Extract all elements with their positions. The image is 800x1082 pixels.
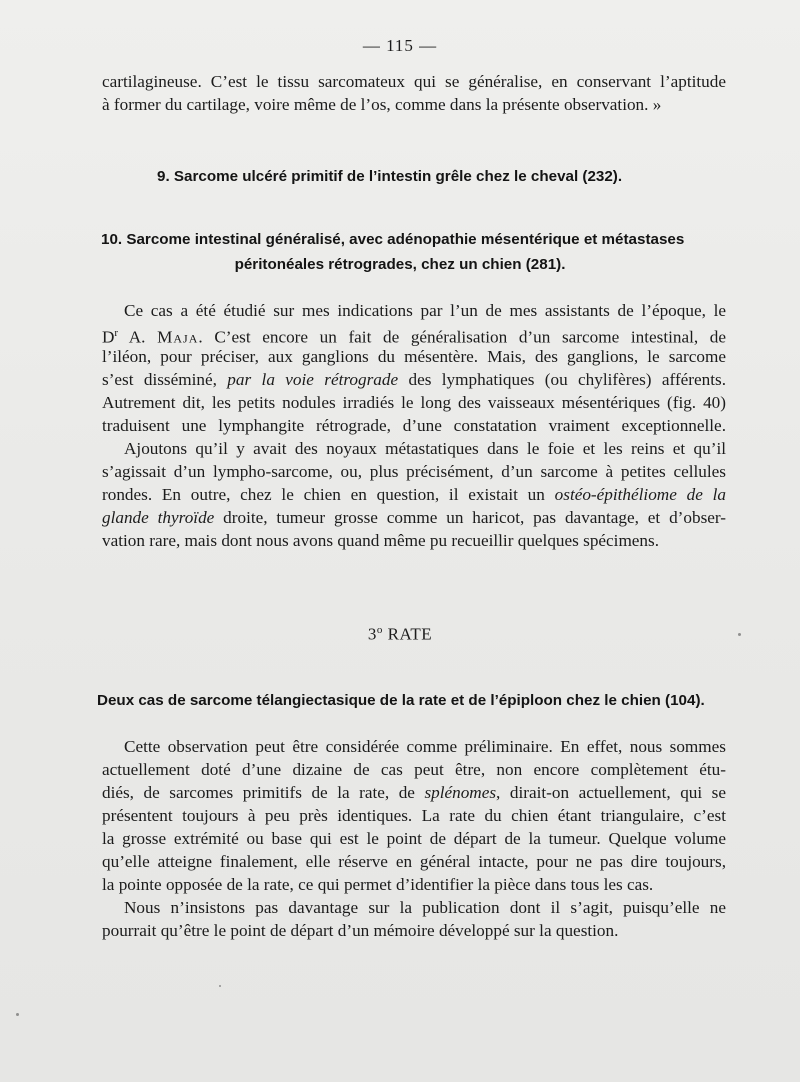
section-title: [0, 624, 800, 645]
text-line: [102, 368, 726, 391]
text-line: la pointe opposée de la rate, ce qui permet d’identifier la pièce dans tous les cas.: [102, 875, 654, 894]
heading-rate-cases: Deux cas de sarcome télangiectasique de la rate et de l’épiploon chez le chien (104).: [97, 692, 705, 709]
text-line: la grosse extrémité ou base qui est le point de départ de la tumeur. Quelque volume: [102, 829, 726, 848]
text-run: r: [114, 327, 119, 339]
text-line: à former du cartilage, voire même de l’os, comme dans la présente observation. »: [102, 95, 662, 114]
heading-case-10-line-2: péritonéales rétrogrades, chez un chien (281).: [234, 256, 566, 273]
text-line: qu’elle atteigne finalement, elle réserve en général intacte, pour ne pas dire toujours,: [102, 852, 726, 871]
text-line: pourrait qu’être le point de départ d’un mémoire développé sur la question.: [102, 921, 619, 940]
italic-run: ostéo-épithéliome de la: [554, 485, 726, 504]
text-line: Nous n’insistons pas davantage sur la publication dont il s’agit, puisqu’elle ne: [124, 898, 726, 917]
heading-case-9: 9. Sarcome ulcéré primitif de l’intestin grêle chez le cheval (232).: [157, 168, 623, 185]
paragraph: [102, 299, 726, 437]
heading-case-10-line-1: 10. Sarcome intestinal généralisé, avec adénopathie mésentérique et métastases: [101, 231, 685, 248]
text-line: actuellement doté d’une dizaine de cas peut être, non encore complètement étu-: [102, 760, 726, 779]
text-line: l’iléon, pour préciser, aux ganglions du mésentère. Mais, des ganglions, le sarcome: [102, 347, 726, 366]
text-line: [102, 781, 726, 804]
scan-speck: [738, 633, 741, 636]
text-line: Cette observation peut être considérée comme préliminaire. En effet, nous sommes: [124, 737, 726, 756]
text-line: traduisent une lymphangite rétrograde, d’une constatation vraiment exceptionnelle.: [102, 416, 726, 435]
scan-speck: [219, 985, 221, 987]
paragraph: [102, 735, 726, 896]
text-run: A.: [118, 327, 158, 347]
paragraph: [102, 896, 726, 942]
text-line: [102, 483, 726, 506]
text-run: diés, de sarcomes primitifs de la rate, de: [102, 783, 425, 802]
italic-run: par la voie rétrograde: [227, 370, 399, 389]
case-10-body: [102, 299, 726, 552]
text-line: s’agissait d’un lympho-sarcome, ou, plus précisément, d’un sarcome à petites cellules: [102, 462, 726, 481]
text-line: [102, 322, 726, 345]
paragraph: [102, 437, 726, 552]
intro-paragraph: [102, 70, 726, 116]
text-line: Ajoutons qu’il y avait des noyaux métastatiques dans le foie et les reins et qu’il: [124, 439, 726, 458]
italic-run: glande thyroïde: [102, 508, 215, 527]
section-number-suffix: o: [376, 624, 383, 636]
person-name: Maja: [157, 327, 199, 347]
text-line: Ce cas a été étudié sur mes indications par l’un de mes assistants de l’époque, le: [124, 301, 726, 320]
text-run: . C’est encore un fait de généralisation d’un sarcome intestinal, de: [198, 327, 727, 347]
section-name: RATE: [382, 624, 433, 644]
text-run: , dirait-on actuellement, qui se: [496, 783, 726, 802]
text-run: droite, tumeur grosse comme un haricot, pas davantage, et d’obser-: [214, 508, 727, 527]
text-line: vation rare, mais dont nous avons quand même pu recueillir quelques spécimens.: [102, 531, 660, 550]
text-line: [102, 506, 726, 529]
text-line: présentent toujours à peu près identiques. La rate du chien étant triangulaire, c’est: [102, 806, 726, 825]
text-line: cartilagineuse. C’est le tissu sarcomateux qui se généralise, en conservant l’aptitude: [102, 72, 726, 91]
page-number: — 115 —: [362, 36, 438, 55]
rate-body: [102, 735, 726, 942]
text-run: s’est disséminé,: [102, 370, 228, 389]
section-number: 3: [367, 624, 377, 644]
scan-speck: [16, 1013, 19, 1016]
text-run: des lymphatiques (ou chylifères) afférents.: [398, 370, 726, 389]
text-run: rondes. En outre, chez le chien en question, il existait un: [102, 485, 555, 504]
italic-run: splénomes: [424, 783, 497, 802]
text-run: D: [102, 327, 115, 347]
text-line: Autrement dit, les petits nodules irradiés le long des vaisseaux mésentériques (fig. 40): [102, 393, 726, 412]
